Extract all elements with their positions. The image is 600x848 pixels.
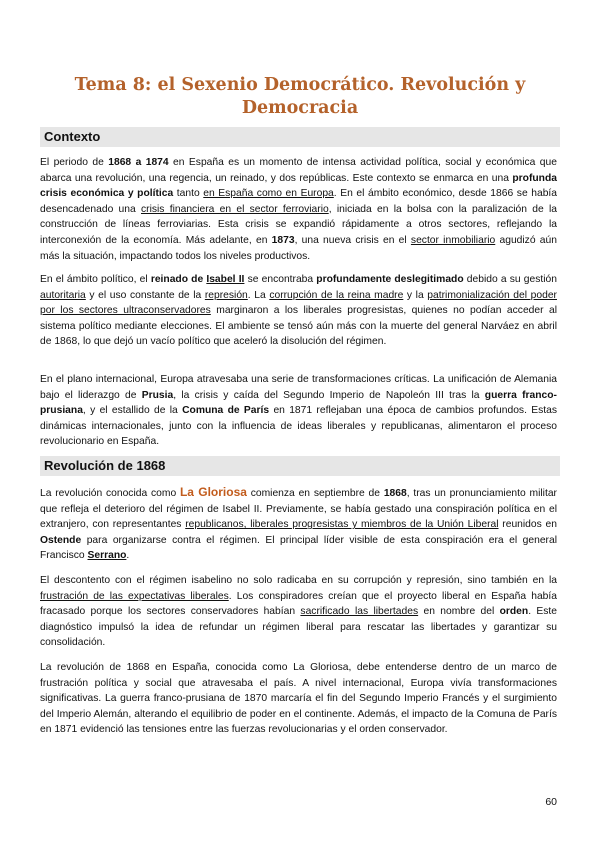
- section-heading-revolucion: Revolución de 1868: [40, 456, 560, 476]
- page-number: 60: [545, 796, 557, 808]
- paragraph: El descontento con el régimen isabelino no solo radicaba en su corrupción y represión, sino también en la frustración de las expectativas liberales. Los conspiradores creían que el proyecto liberal en España había fracasado porque los sectores conservadores habían sacrificado las libertades en nombre del orden. Este diagnóstico impulsó la idea de refundar un régimen liberal para rescatar las libertades y garantizar su consolidación.: [40, 575, 558, 649]
- paragraph: El periodo de 1868 a 1874 en España es un momento de intensa actividad política, social y económica que abarca una revolución, una regencia, un reinado, y dos repúblicas. Este contexto se enmarca en una profunda crisis económica y política tanto en España como en Europa. En el ámbito económico, desde 1866 se había desencadenado una crisis financiera en el sector ferroviario, iniciada en la bolsa con la paralización de la construcción de líneas ferroviarias. Esta crisis se expandió rápidamente a otros sectores, reflejando la interconexión de la economía. Más adelante, en 1873, una nueva crisis en el sector inmobiliario agudizó aún más la situación, impactando todos los niveles productivos.: [40, 157, 558, 262]
- paragraph: La revolución de 1868 en España, conocida como La Gloriosa, debe entenderse dentro de un marco de frustración política y social que atravesaba el país. A nivel internacional, Europa vivía transformaciones significativas. La guerra franco-prusiana de 1870 marcaría el fin del Segundo Imperio Francés y el surgimiento del Imperio Alemán, alterando el equilibrio de poder en el continente. Además, el impacto de la Comuna de París en 1871 evidenció las tensiones entre las fuerzas revolucionarias y el orden conservador.: [40, 662, 557, 736]
- paragraph: En el plano internacional, Europa atravesaba una serie de transformaciones críticas. La unificación de Alemania bajo el liderazgo de Prusia, la crisis y caída del Segundo Imperio de Napoleón III tras la guerra franco-prusiana, y el estallido de la Comuna de París en 1871 reflejaban una época de cambios profundos. Estas dinámicas internacionales, junto con la influencia de ideas liberales y republicanas, alimentaron el proceso revolucionario en España.: [40, 374, 557, 448]
- highlight-term: La Gloriosa: [179, 485, 247, 499]
- page-title: Tema 8: el Sexenio Democrático. Revolución y Democracia: [74, 75, 526, 118]
- section-heading-contexto: Contexto: [40, 127, 560, 147]
- paragraph: En el ámbito político, el reinado de Isabel II se encontraba profundamente deslegitimado debido a su gestión autoritaria y el uso constante de la represión. La corrupción de la reina madre y la patrimonialización del poder por los sectores ultraconservadores marginaron a los liberales progresistas, quienes no podían acceder al sistema político mediante elecciones. El ambiente se tensó aún más con la muerte del general Narváez en abril de 1868, lo que dejó un vacío político que aceleró la disolución del régimen.: [40, 274, 557, 348]
- paragraph: La revolución conocida como La Gloriosa comienza en septiembre de 1868, tras un pronunciamiento militar que refleja el deterioro del régimen de Isabel II. Previamente, se había gestado una conspiración política en el extranjero, con representantes republicanos, liberales progresistas y miembros de la Unión Liberal reunidos en Ostende para organizarse contra el régimen. El principal líder visible de esta conspiración era el general Francisco Serrano.: [40, 485, 557, 562]
